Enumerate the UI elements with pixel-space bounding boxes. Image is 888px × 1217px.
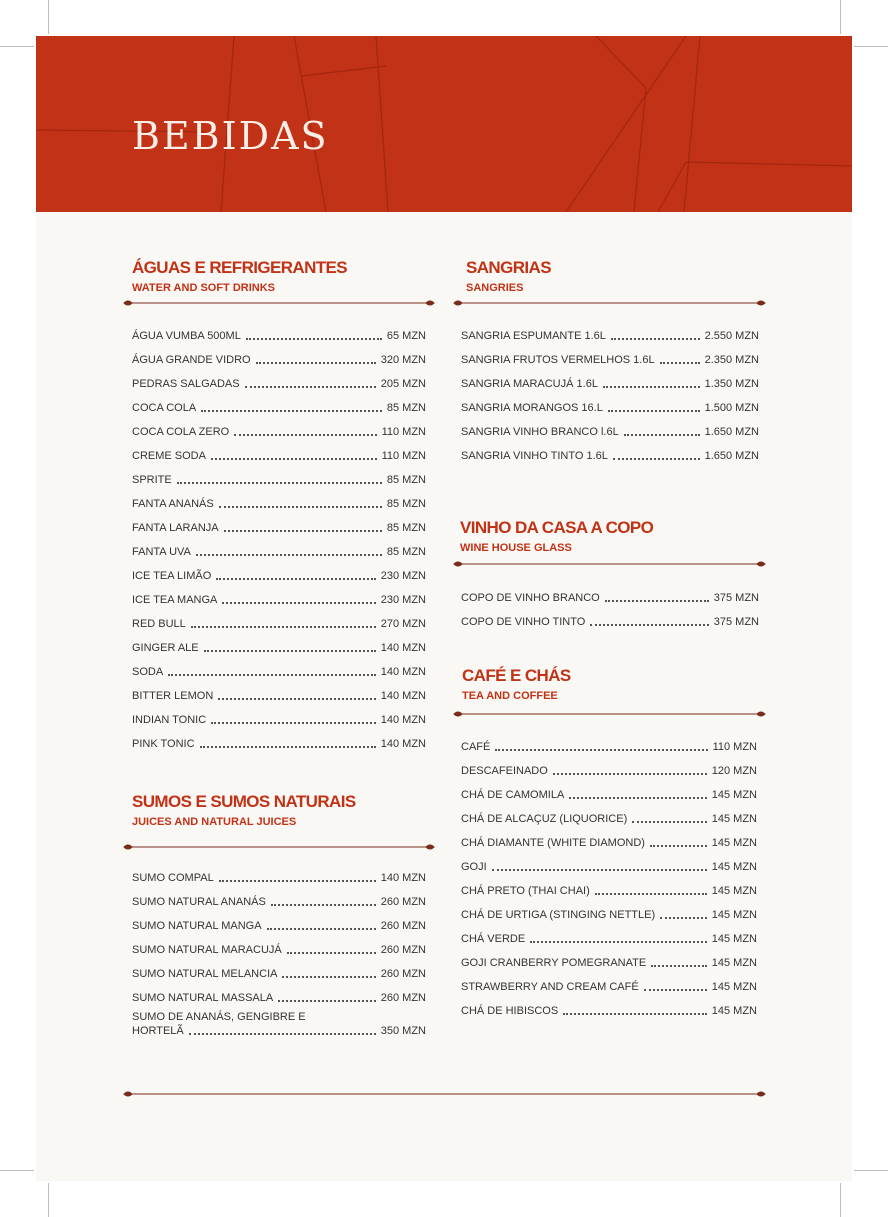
ornament-divider [453, 709, 766, 719]
sumos-item-list [132, 861, 426, 1038]
dot-leader [603, 385, 700, 388]
menu-item [132, 559, 426, 583]
menu-item [132, 727, 426, 751]
section-title: SANGRIAS [466, 258, 551, 277]
ornament-divider [123, 842, 435, 852]
dot-leader [271, 903, 376, 906]
item-name: RED BULL [132, 618, 186, 630]
item-name: ÁGUA VUMBA 500ML [132, 330, 241, 342]
menu-item [461, 850, 757, 874]
item-price: 260 MZN [380, 896, 426, 908]
item-name: ICE TEA MANGA [132, 594, 218, 606]
page-title: BEBIDAS [132, 114, 329, 158]
menu-item [461, 367, 759, 391]
item-price: 145 MZN [711, 957, 757, 969]
item-price: 140 MZN [380, 872, 426, 884]
dot-leader [632, 820, 707, 823]
item-price: 260 MZN [380, 992, 426, 1004]
item-price: 270 MZN [380, 618, 426, 630]
menu-item [461, 946, 757, 970]
item-price: 145 MZN [711, 813, 757, 825]
ornament-divider [453, 559, 766, 569]
menu-item [132, 343, 426, 367]
menu-item-line [132, 1024, 426, 1038]
dot-leader [224, 529, 382, 532]
menu-item [132, 487, 426, 511]
item-price: 110 MZN [712, 741, 757, 753]
item-name: SANGRIA MARACUJÁ 1.6L [461, 378, 598, 390]
dot-leader [211, 721, 376, 724]
item-name: CHÁ VERDE [461, 933, 526, 945]
item-name: SUMO NATURAL ANANÁS [132, 896, 266, 908]
section-subtitle: JUICES AND NATURAL JUICES [132, 816, 297, 828]
dot-leader [569, 796, 706, 799]
item-price: 1.650 MZN [704, 450, 759, 462]
item-name: SANGRIA VINHO TINTO 1.6L [461, 450, 608, 462]
section-aguas-header [132, 258, 347, 294]
item-price: 140 MZN [380, 690, 426, 702]
menu-item [461, 826, 757, 850]
dot-leader [282, 975, 375, 978]
dot-leader [204, 649, 376, 652]
menu-item [132, 535, 426, 559]
item-price: 230 MZN [380, 594, 426, 606]
item-name: PINK TONIC [132, 738, 195, 750]
item-name: BITTER LEMON [132, 690, 214, 702]
menu-item [461, 898, 757, 922]
item-name: SUMO NATURAL MANGA [132, 920, 262, 932]
dot-leader [256, 361, 376, 364]
menu-item [132, 861, 426, 885]
dot-leader [530, 940, 707, 943]
menu-item [461, 754, 757, 778]
menu-item [461, 415, 759, 439]
item-name: CHÁ DE HIBISCOS [461, 1005, 559, 1017]
item-name: GOJI [461, 861, 487, 873]
dot-leader [219, 505, 382, 508]
item-name: GINGER ALE [132, 642, 199, 654]
menu-item [132, 439, 426, 463]
dot-leader [218, 697, 375, 700]
menu-item [461, 874, 757, 898]
menu-item [132, 957, 426, 981]
dot-leader [234, 433, 376, 436]
sangrias-item-list [461, 319, 759, 463]
item-name: PEDRAS SALGADAS [132, 378, 240, 390]
item-name: GOJI CRANBERRY POMEGRANATE [461, 957, 647, 969]
dot-leader [595, 892, 707, 895]
item-name: CHÁ DE URTIGA (STINGING NETTLE) [461, 909, 656, 921]
menu-item [132, 319, 426, 343]
menu-item [461, 922, 757, 946]
item-name: FANTA ANANÁS [132, 498, 214, 510]
menu-item [461, 730, 757, 754]
ornament-divider [453, 298, 766, 308]
vinho-item-list [461, 581, 759, 629]
dot-leader [611, 337, 700, 340]
item-price: 145 MZN [711, 1005, 757, 1017]
dot-leader [196, 553, 382, 556]
item-price: 1.350 MZN [704, 378, 759, 390]
dot-leader [590, 623, 708, 626]
menu-item [461, 605, 759, 629]
dot-leader [644, 988, 707, 991]
item-price: 110 MZN [381, 450, 426, 462]
section-subtitle: TEA AND COFFEE [462, 690, 558, 702]
cafe-item-list [461, 730, 757, 1018]
item-price: 375 MZN [713, 592, 759, 604]
section-subtitle: WATER AND SOFT DRINKS [132, 282, 275, 294]
crop-mark [48, 1183, 49, 1217]
menu-item [461, 439, 759, 463]
crop-mark [840, 0, 841, 34]
item-name: COCA COLA [132, 402, 197, 414]
menu-item [132, 415, 426, 439]
item-price: 2.550 MZN [704, 330, 759, 342]
item-price: 1.650 MZN [704, 426, 759, 438]
item-name: HORTELÃ [132, 1025, 184, 1037]
menu-item [461, 802, 757, 826]
dot-leader [492, 868, 707, 871]
menu-item [461, 343, 759, 367]
menu-item [461, 319, 759, 343]
item-name: ICE TEA LIMÃO [132, 570, 212, 582]
item-price: 140 MZN [380, 642, 426, 654]
section-cafe-header [462, 666, 571, 702]
aguas-item-list [132, 319, 426, 751]
item-name: FANTA LARANJA [132, 522, 219, 534]
dot-leader [177, 481, 382, 484]
item-price: 1.500 MZN [704, 402, 759, 414]
item-price: 145 MZN [711, 885, 757, 897]
item-name: SUMO NATURAL MASSALA [132, 992, 274, 1004]
item-name: CREME SODA [132, 450, 206, 462]
item-price: 140 MZN [380, 666, 426, 678]
item-name: COPO DE VINHO TINTO [461, 616, 586, 628]
menu-item [132, 933, 426, 957]
dot-leader [287, 951, 376, 954]
item-name: CHÁ DIAMANTE (WHITE DIAMOND) [461, 837, 645, 849]
item-price: 230 MZN [380, 570, 426, 582]
item-price: 85 MZN [386, 402, 426, 414]
dot-leader [222, 601, 375, 604]
section-title: CAFÉ E CHÁS [462, 666, 571, 685]
item-price: 145 MZN [711, 837, 757, 849]
section-title: VINHO DA CASA A COPO [460, 518, 654, 537]
item-name: CHÁ DE CAMOMILA [461, 789, 565, 801]
crop-mark [48, 0, 49, 34]
menu-item [132, 981, 426, 1005]
item-name: SUMO NATURAL MELANCIA [132, 968, 278, 980]
dot-leader [189, 1032, 376, 1035]
menu-item [132, 583, 426, 607]
item-name: SUMO COMPAL [132, 872, 214, 884]
dot-leader [191, 625, 376, 628]
dot-leader [624, 433, 700, 436]
section-sumos-header [132, 792, 356, 828]
section-vinho-header [460, 518, 653, 554]
item-price: 120 MZN [711, 765, 757, 777]
dot-leader [650, 844, 707, 847]
item-price: 205 MZN [380, 378, 426, 390]
menu-item [132, 391, 426, 415]
item-name: SANGRIA VINHO BRANCO l.6L [461, 426, 619, 438]
menu-item [132, 655, 426, 679]
section-subtitle: SANGRIES [466, 282, 524, 294]
item-price: 2.350 MZN [704, 354, 759, 366]
item-name: SPRITE [132, 474, 172, 486]
menu-item [132, 703, 426, 727]
dot-leader [219, 879, 376, 882]
item-price: 145 MZN [711, 933, 757, 945]
dot-leader [278, 999, 376, 1002]
dot-leader [200, 745, 376, 748]
item-price: 85 MZN [386, 546, 426, 558]
menu-page [36, 36, 852, 1181]
dot-leader [216, 577, 375, 580]
item-price: 145 MZN [711, 981, 757, 993]
item-name: FANTA UVA [132, 546, 191, 558]
dot-leader [211, 457, 377, 460]
item-name: CHÁ PRETO (THAI CHAI) [461, 885, 590, 897]
dot-leader [246, 337, 382, 340]
dot-leader [267, 927, 376, 930]
item-price: 260 MZN [380, 944, 426, 956]
menu-item [461, 581, 759, 605]
item-price: 65 MZN [386, 330, 426, 342]
item-price: 145 MZN [711, 909, 757, 921]
item-name: SODA [132, 666, 164, 678]
dot-leader [613, 457, 700, 460]
section-subtitle: WINE HOUSE GLASS [460, 542, 572, 554]
crop-mark [840, 1183, 841, 1217]
item-name: STRAWBERRY AND CREAM CAFÉ [461, 981, 639, 993]
item-price: 375 MZN [713, 616, 759, 628]
item-name: SANGRIA MORANGOS 16.L [461, 402, 603, 414]
item-price: 320 MZN [380, 354, 426, 366]
crop-mark [0, 1170, 34, 1171]
menu-item [132, 679, 426, 703]
item-price: 85 MZN [386, 522, 426, 534]
dot-leader [660, 916, 707, 919]
item-price: 140 MZN [380, 738, 426, 750]
menu-item [132, 367, 426, 391]
item-price: 110 MZN [381, 426, 426, 438]
ornament-divider [123, 1089, 766, 1099]
item-name: SANGRIA ESPUMANTE 1.6L [461, 330, 606, 342]
menu-item [132, 909, 426, 933]
item-name: SUMO DE ANANÁS, GENGIBRE E [132, 1011, 306, 1023]
item-name: INDIAN TONIC [132, 714, 207, 726]
menu-item [461, 994, 757, 1018]
menu-item [461, 970, 757, 994]
menu-item [132, 885, 426, 909]
dot-leader [608, 409, 700, 412]
menu-item [132, 631, 426, 655]
dot-leader [553, 772, 707, 775]
dot-leader [651, 964, 707, 967]
menu-item [132, 511, 426, 535]
item-name: SANGRIA FRUTOS VERMELHOS 1.6L [461, 354, 655, 366]
dot-leader [495, 748, 707, 751]
menu-item [461, 778, 757, 802]
dot-leader [245, 385, 376, 388]
dot-leader [168, 673, 376, 676]
item-name: CAFÉ [461, 741, 491, 753]
menu-item [132, 607, 426, 631]
item-price: 85 MZN [386, 474, 426, 486]
item-name: CHÁ DE ALCAÇUZ (LIQUORICE) [461, 813, 628, 825]
crop-mark [854, 1170, 888, 1171]
menu-item [132, 463, 426, 487]
crop-mark [0, 46, 34, 47]
item-price: 85 MZN [386, 498, 426, 510]
item-price: 145 MZN [711, 789, 757, 801]
item-name: SUMO NATURAL MARACUJÁ [132, 944, 282, 956]
item-name: COCA COLA ZERO [132, 426, 230, 438]
item-price: 260 MZN [380, 920, 426, 932]
ornament-divider [123, 298, 435, 308]
dot-leader [201, 409, 382, 412]
item-price: 145 MZN [711, 861, 757, 873]
item-name: DESCAFEINADO [461, 765, 548, 777]
menu-item [132, 1010, 426, 1038]
dot-leader [563, 1012, 707, 1015]
dot-leader [605, 599, 709, 602]
item-price: 260 MZN [380, 968, 426, 980]
item-price: 140 MZN [380, 714, 426, 726]
dot-leader [660, 361, 700, 364]
section-title: ÁGUAS E REFRIGERANTES [132, 258, 348, 277]
header-banner [36, 36, 852, 212]
item-name: COPO DE VINHO BRANCO [461, 592, 600, 604]
item-price: 350 MZN [380, 1025, 426, 1037]
section-title: SUMOS E SUMOS NATURAIS [132, 792, 356, 811]
crop-mark [854, 46, 888, 47]
menu-item [461, 391, 759, 415]
section-sangrias-header [466, 258, 551, 294]
item-name: ÁGUA GRANDE VIDRO [132, 354, 251, 366]
